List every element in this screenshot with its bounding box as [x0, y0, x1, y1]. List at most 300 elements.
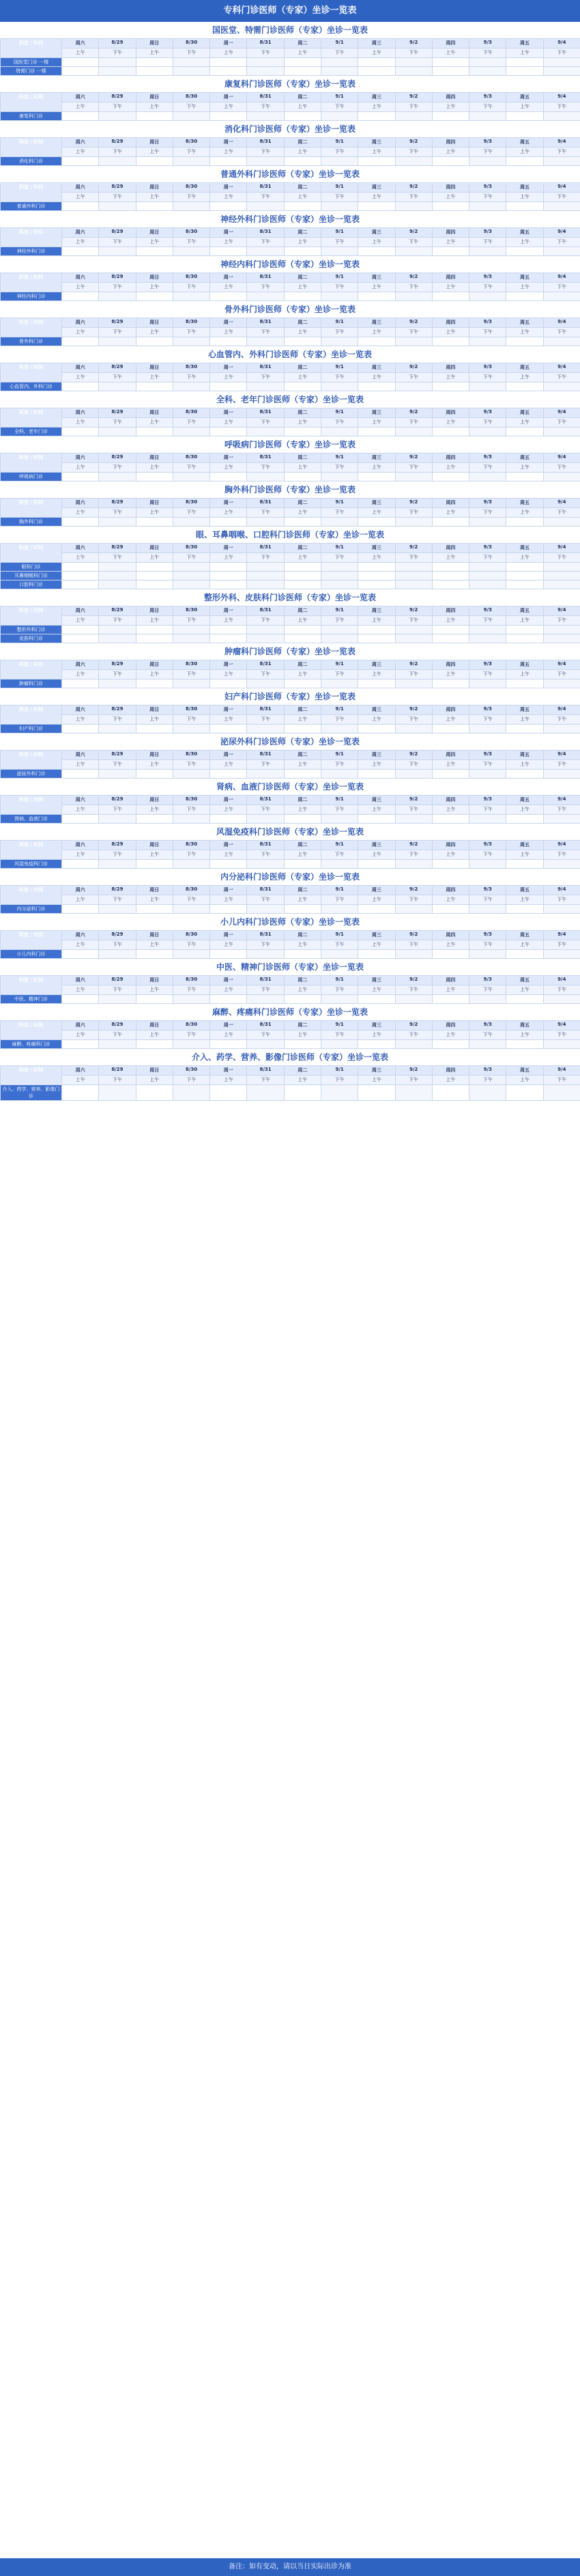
day-date: 8/30 — [173, 976, 209, 985]
table-row — [1, 292, 580, 301]
schedule-table — [0, 408, 580, 436]
day-date: 9/1 — [321, 660, 358, 670]
doctor-cell — [210, 905, 247, 914]
ampm-label: 下午 — [395, 715, 432, 725]
ampm-label: 上午 — [136, 328, 173, 337]
day-date: 9/4 — [543, 138, 580, 148]
ampm-label: 上午 — [136, 102, 173, 112]
doctor-cell — [284, 112, 321, 121]
doctor-cell — [62, 626, 99, 634]
day-date: 9/4 — [543, 408, 580, 418]
ampm-label: 上午 — [210, 715, 247, 725]
doctor-cell — [136, 563, 173, 572]
ampm-label: 上午 — [210, 373, 247, 382]
doctor-cell — [247, 563, 284, 572]
ampm-label: 下午 — [173, 805, 209, 815]
doctor-cell — [469, 634, 506, 643]
ampm-label: 下午 — [247, 1031, 284, 1040]
doctor-cell — [210, 157, 247, 166]
sections-container — [0, 22, 580, 1101]
day-label: 周日 — [136, 93, 173, 102]
doctor-cell — [432, 950, 469, 959]
day-date: 8/30 — [173, 660, 209, 670]
ampm-label: 上午 — [432, 463, 469, 473]
schedule-section — [0, 589, 580, 643]
day-label: 周二 — [284, 138, 321, 148]
ampm-label: 上午 — [210, 328, 247, 337]
ampm-label: 下午 — [395, 670, 432, 680]
doctor-cell — [99, 860, 136, 869]
day-date: 8/29 — [99, 1021, 136, 1031]
day-label: 周六 — [62, 841, 99, 850]
section-title: 国医堂、特需门诊医师（专家）坐诊一览表 — [0, 22, 580, 38]
day-label: 周二 — [284, 606, 321, 616]
day-label: 周四 — [432, 499, 469, 508]
doctor-cell — [173, 815, 209, 824]
ampm-label: 下午 — [321, 102, 358, 112]
section-title: 呼吸病门诊医师（专家）坐诊一览表 — [0, 436, 580, 453]
doctor-cell — [395, 1085, 432, 1101]
schedule-section — [0, 1004, 580, 1049]
doctor-cell — [173, 247, 209, 256]
day-label: 周一 — [210, 318, 247, 328]
ampm-label: 上午 — [432, 850, 469, 860]
doctor-cell — [432, 473, 469, 481]
doctor-cell — [284, 382, 321, 391]
section-title: 小儿内科门诊医师（专家）坐诊一览表 — [0, 914, 580, 930]
ampm-label: 下午 — [321, 805, 358, 815]
day-label: 周一 — [210, 931, 247, 940]
ampm-label: 下午 — [247, 48, 284, 58]
day-label: 周三 — [358, 1066, 395, 1076]
day-label: 周四 — [432, 39, 469, 48]
day-label: 周六 — [62, 1066, 99, 1076]
ampm-label: 上午 — [210, 238, 247, 247]
day-date: 8/31 — [247, 544, 284, 553]
doctor-cell — [506, 995, 543, 1004]
ampm-label: 下午 — [543, 805, 580, 815]
section-title: 介入、药学、营养、影像门诊医师（专家）坐诊一览表 — [0, 1049, 580, 1065]
ampm-label: 上午 — [62, 148, 99, 157]
ampm-label: 上午 — [136, 373, 173, 382]
doctor-cell — [173, 428, 209, 436]
day-label: 周三 — [358, 705, 395, 715]
day-date: 8/31 — [247, 886, 284, 895]
doctor-cell — [358, 473, 395, 481]
ampm-label: 上午 — [284, 1031, 321, 1040]
ampm-label: 上午 — [62, 1076, 99, 1085]
doctor-cell — [284, 950, 321, 959]
ampm-label: 上午 — [358, 715, 395, 725]
doctor-cell — [173, 473, 209, 481]
day-label: 周三 — [358, 796, 395, 805]
day-label: 周一 — [210, 183, 247, 193]
day-date: 9/3 — [469, 453, 506, 463]
doctor-cell — [99, 337, 136, 346]
ampm-label: 下午 — [173, 328, 209, 337]
doctor-cell — [99, 382, 136, 391]
doctor-cell — [321, 626, 358, 634]
ampm-label: 下午 — [247, 418, 284, 428]
doctor-cell — [506, 725, 543, 733]
doctor-cell — [136, 428, 173, 436]
doctor-cell — [210, 112, 247, 121]
doctor-cell — [62, 950, 99, 959]
day-date: 9/4 — [543, 544, 580, 553]
dept-cell: 整形外科门诊 — [1, 626, 62, 634]
day-label: 周二 — [284, 544, 321, 553]
ampm-label: 下午 — [469, 616, 506, 626]
ampm-label: 下午 — [469, 940, 506, 950]
day-label: 周二 — [284, 39, 321, 48]
ampm-label: 下午 — [543, 1031, 580, 1040]
ampm-label: 上午 — [136, 48, 173, 58]
day-label: 周五 — [506, 93, 543, 102]
section-title: 普通外科门诊医师（专家）坐诊一览表 — [0, 166, 580, 182]
day-label: 周二 — [284, 841, 321, 850]
doctor-cell — [247, 382, 284, 391]
day-label: 周四 — [432, 228, 469, 238]
day-date: 8/30 — [173, 318, 209, 328]
ampm-label: 下午 — [99, 148, 136, 157]
dept-cell: 心血管内、外科门诊 — [1, 382, 62, 391]
ampm-label: 下午 — [247, 805, 284, 815]
day-date: 8/29 — [99, 138, 136, 148]
doctor-cell — [432, 428, 469, 436]
doctor-cell — [173, 995, 209, 1004]
day-header-row — [1, 705, 580, 715]
ampm-label: 下午 — [395, 616, 432, 626]
ampm-label: 上午 — [62, 715, 99, 725]
ampm-label: 下午 — [469, 805, 506, 815]
day-label: 周日 — [136, 453, 173, 463]
doctor-cell — [284, 202, 321, 211]
doctor-cell — [543, 157, 580, 166]
doctor-cell — [62, 58, 99, 67]
doctor-cell — [506, 680, 543, 688]
doctor-cell — [99, 815, 136, 824]
day-date: 8/29 — [99, 544, 136, 553]
section-title: 消化科门诊医师（专家）坐诊一览表 — [0, 121, 580, 137]
ampm-label: 下午 — [247, 148, 284, 157]
ampm-label: 上午 — [62, 418, 99, 428]
ampm-label: 上午 — [136, 1076, 173, 1085]
doctor-cell — [210, 626, 247, 634]
doctor-cell — [136, 1085, 173, 1101]
ampm-label: 下午 — [173, 553, 209, 563]
day-date: 9/4 — [543, 976, 580, 985]
day-label: 周六 — [62, 363, 99, 373]
schedule-section — [0, 22, 580, 76]
section-title: 风湿免疫科门诊医师（专家）坐诊一览表 — [0, 824, 580, 840]
table-row — [1, 626, 580, 634]
doctor-cell — [247, 337, 284, 346]
ampm-label: 上午 — [506, 508, 543, 518]
day-header-row — [1, 606, 580, 616]
ampm-label: 上午 — [210, 148, 247, 157]
doctor-cell — [284, 770, 321, 779]
day-date: 9/2 — [395, 1021, 432, 1031]
day-label: 周三 — [358, 606, 395, 616]
ampm-label: 下午 — [543, 238, 580, 247]
doctor-cell — [469, 905, 506, 914]
day-date: 8/31 — [247, 705, 284, 715]
doctor-cell — [395, 580, 432, 589]
dept-cell: 消化科门诊 — [1, 157, 62, 166]
day-label: 周日 — [136, 273, 173, 283]
day-date: 9/2 — [395, 796, 432, 805]
doctor-cell — [469, 1085, 506, 1101]
ampm-header-row — [1, 508, 580, 518]
doctor-cell — [469, 995, 506, 1004]
doctor-cell — [247, 950, 284, 959]
ampm-label: 上午 — [62, 1031, 99, 1040]
ampm-label: 上午 — [284, 238, 321, 247]
day-label: 周二 — [284, 228, 321, 238]
doctor-cell — [543, 1085, 580, 1101]
doctor-cell — [469, 950, 506, 959]
ampm-label: 上午 — [506, 715, 543, 725]
ampm-label: 上午 — [358, 805, 395, 815]
doctor-cell — [469, 563, 506, 572]
day-label: 周二 — [284, 931, 321, 940]
day-date: 9/3 — [469, 363, 506, 373]
doctor-cell — [358, 580, 395, 589]
day-label: 周日 — [136, 705, 173, 715]
ampm-label: 上午 — [284, 193, 321, 202]
doctor-cell — [173, 626, 209, 634]
doctor-cell — [543, 580, 580, 589]
ampm-label: 上午 — [284, 283, 321, 292]
day-label: 周四 — [432, 183, 469, 193]
table-row — [1, 725, 580, 733]
doctor-cell — [136, 580, 173, 589]
doctor-cell — [284, 905, 321, 914]
schedule-section — [0, 346, 580, 391]
day-label: 周五 — [506, 1021, 543, 1031]
day-header-row — [1, 228, 580, 238]
doctor-cell — [321, 247, 358, 256]
ampm-label: 下午 — [99, 238, 136, 247]
day-date: 8/29 — [99, 408, 136, 418]
day-date: 8/29 — [99, 606, 136, 616]
table-row — [1, 572, 580, 580]
ampm-label: 上午 — [136, 283, 173, 292]
day-label: 周二 — [284, 453, 321, 463]
doctor-cell — [136, 634, 173, 643]
ampm-label: 下午 — [469, 328, 506, 337]
day-label: 周四 — [432, 886, 469, 895]
dept-cell: 康复科门诊 — [1, 112, 62, 121]
ampm-label: 下午 — [173, 616, 209, 626]
day-label: 周日 — [136, 931, 173, 940]
doctor-cell — [62, 157, 99, 166]
day-date: 9/2 — [395, 660, 432, 670]
doctor-cell — [247, 58, 284, 67]
doctor-cell — [284, 473, 321, 481]
doctor-cell — [173, 950, 209, 959]
doctor-cell — [395, 157, 432, 166]
day-date: 9/1 — [321, 931, 358, 940]
ampm-label: 上午 — [506, 895, 543, 905]
doctor-cell — [358, 1085, 395, 1101]
doctor-cell — [432, 67, 469, 76]
section-title: 骨外科门诊医师（专家）坐诊一览表 — [0, 301, 580, 318]
doctor-cell — [210, 473, 247, 481]
ampm-label: 下午 — [247, 328, 284, 337]
ampm-label: 上午 — [284, 715, 321, 725]
ampm-label: 上午 — [136, 418, 173, 428]
day-date: 8/29 — [99, 660, 136, 670]
day-label: 周五 — [506, 499, 543, 508]
day-label: 周二 — [284, 183, 321, 193]
ampm-label: 下午 — [469, 48, 506, 58]
ampm-label: 上午 — [506, 1031, 543, 1040]
day-label: 周三 — [358, 751, 395, 760]
day-date: 9/4 — [543, 318, 580, 328]
doctor-cell — [395, 58, 432, 67]
doctor-cell — [395, 292, 432, 301]
day-date: 8/30 — [173, 1066, 209, 1076]
doctor-cell — [62, 382, 99, 391]
doctor-cell — [247, 634, 284, 643]
ampm-label: 下午 — [99, 328, 136, 337]
doctor-cell — [136, 995, 173, 1004]
ampm-label: 下午 — [469, 760, 506, 770]
ampm-label: 下午 — [321, 940, 358, 950]
doctor-cell — [173, 770, 209, 779]
day-label: 周三 — [358, 660, 395, 670]
doctor-cell — [62, 680, 99, 688]
doctor-cell — [321, 67, 358, 76]
ampm-label: 下午 — [543, 850, 580, 860]
day-date: 9/2 — [395, 1066, 432, 1076]
table-row — [1, 815, 580, 824]
doctor-cell — [321, 580, 358, 589]
day-date: 8/30 — [173, 228, 209, 238]
ampm-label: 上午 — [210, 616, 247, 626]
doctor-cell — [99, 634, 136, 643]
day-date: 9/4 — [543, 1066, 580, 1076]
doctor-cell — [543, 112, 580, 121]
day-date: 9/2 — [395, 841, 432, 850]
day-header-row — [1, 841, 580, 850]
ampm-label: 下午 — [469, 238, 506, 247]
doctor-cell — [62, 202, 99, 211]
corner-cell: 科室 / 时间 — [1, 606, 62, 626]
table-row — [1, 1040, 580, 1049]
doctor-cell — [432, 634, 469, 643]
doctor-cell — [321, 157, 358, 166]
doctor-cell — [432, 292, 469, 301]
day-label: 周五 — [506, 931, 543, 940]
ampm-label: 上午 — [284, 148, 321, 157]
day-date: 9/1 — [321, 705, 358, 715]
doctor-cell — [321, 860, 358, 869]
doctor-cell — [210, 725, 247, 733]
day-label: 周二 — [284, 1066, 321, 1076]
doctor-cell — [284, 725, 321, 733]
doctor-cell — [432, 518, 469, 527]
day-label: 周四 — [432, 606, 469, 616]
day-date: 9/4 — [543, 453, 580, 463]
ampm-label: 上午 — [210, 463, 247, 473]
doctor-cell — [99, 905, 136, 914]
day-date: 9/3 — [469, 841, 506, 850]
doctor-cell — [321, 815, 358, 824]
table-row — [1, 337, 580, 346]
ampm-label: 下午 — [469, 508, 506, 518]
doctor-cell — [395, 860, 432, 869]
day-date: 9/2 — [395, 408, 432, 418]
table-row — [1, 157, 580, 166]
ampm-label: 下午 — [99, 373, 136, 382]
section-title: 内分泌科门诊医师（专家）坐诊一览表 — [0, 869, 580, 885]
day-date: 9/3 — [469, 318, 506, 328]
table-row — [1, 950, 580, 959]
day-date: 9/1 — [321, 499, 358, 508]
section-title: 胸外科门诊医师（专家）坐诊一览表 — [0, 481, 580, 498]
doctor-cell — [321, 770, 358, 779]
day-date: 8/29 — [99, 751, 136, 760]
day-label: 周二 — [284, 1021, 321, 1031]
ampm-label: 上午 — [62, 553, 99, 563]
day-date: 8/29 — [99, 796, 136, 805]
day-label: 周六 — [62, 183, 99, 193]
corner-cell: 科室 / 时间 — [1, 273, 62, 292]
doctor-cell — [62, 770, 99, 779]
doctor-cell — [210, 1085, 247, 1101]
ampm-label: 下午 — [99, 850, 136, 860]
doctor-cell — [62, 67, 99, 76]
doctor-cell — [62, 725, 99, 733]
ampm-label: 下午 — [99, 193, 136, 202]
ampm-label: 下午 — [247, 760, 284, 770]
ampm-label: 上午 — [506, 373, 543, 382]
doctor-cell — [543, 563, 580, 572]
day-label: 周五 — [506, 796, 543, 805]
day-label: 周二 — [284, 705, 321, 715]
doctor-cell — [506, 626, 543, 634]
corner-cell: 科室 / 时间 — [1, 453, 62, 473]
day-date: 9/2 — [395, 228, 432, 238]
day-label: 周日 — [136, 228, 173, 238]
doctor-cell — [321, 950, 358, 959]
day-date: 9/4 — [543, 751, 580, 760]
ampm-label: 上午 — [62, 463, 99, 473]
ampm-label: 上午 — [358, 553, 395, 563]
day-date: 9/2 — [395, 705, 432, 715]
day-header-row — [1, 1021, 580, 1031]
day-label: 周一 — [210, 606, 247, 616]
day-label: 周二 — [284, 976, 321, 985]
ampm-label: 上午 — [136, 193, 173, 202]
doctor-cell — [469, 1040, 506, 1049]
schedule-table — [0, 227, 580, 256]
ampm-label: 上午 — [284, 985, 321, 995]
ampm-label: 下午 — [173, 1076, 209, 1085]
ampm-label: 上午 — [432, 616, 469, 626]
day-label: 周日 — [136, 796, 173, 805]
dept-cell: 胸外科门诊 — [1, 518, 62, 527]
doctor-cell — [136, 860, 173, 869]
doctor-cell — [62, 292, 99, 301]
day-date: 9/1 — [321, 408, 358, 418]
ampm-label: 上午 — [506, 283, 543, 292]
ampm-label: 上午 — [136, 895, 173, 905]
doctor-cell — [469, 292, 506, 301]
day-date: 9/1 — [321, 1066, 358, 1076]
